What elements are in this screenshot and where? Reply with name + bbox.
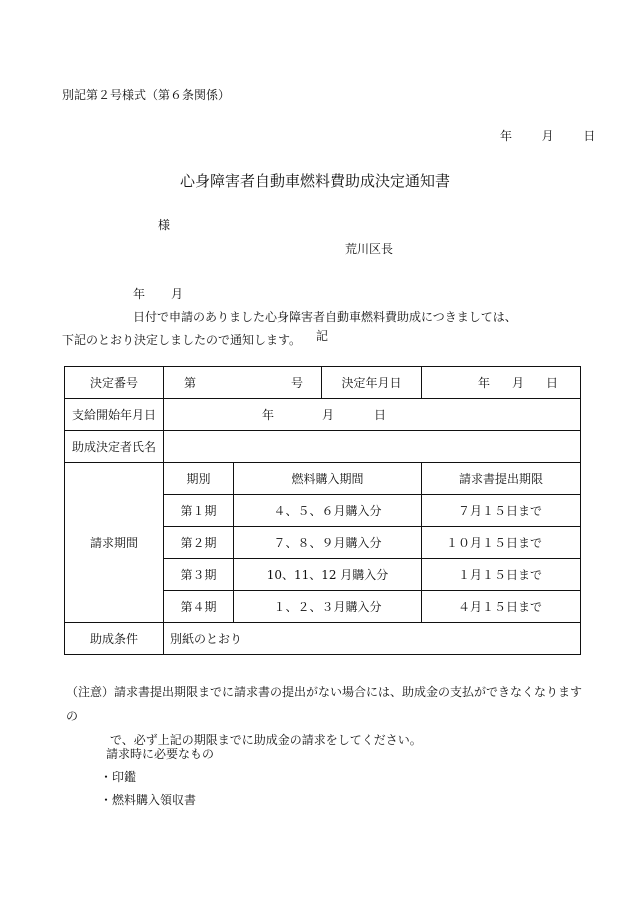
intro-line-1: [62, 283, 582, 329]
table-row: [65, 463, 581, 495]
intro-line-1-rest: 日付で申請のありました心身障害者自動車燃料費助成につきましては、: [133, 310, 517, 324]
addressee-suffix: 様: [158, 218, 171, 232]
note-label: （注意）: [66, 685, 115, 699]
issue-date-day: 日: [583, 129, 596, 143]
purchase-cell: １、２、３月購入分: [234, 591, 422, 623]
go-label: 号: [290, 376, 303, 390]
start-date-cell: [164, 399, 581, 431]
deadline-cell: ４月１５日まで: [422, 591, 581, 623]
issue-date-month: 月: [541, 129, 554, 143]
billing-period-label: 請求期間: [65, 463, 164, 623]
form-id: 別記第２号様式（第６条関係）: [62, 88, 231, 102]
decision-date-year: 年: [477, 376, 490, 390]
purchase-cell: 10、11、12 月購入分: [234, 559, 422, 591]
requirements-heading: 請求時に必要なもの: [106, 747, 215, 761]
conditions-value: 別紙のとおり: [164, 623, 581, 655]
table-row: [65, 623, 581, 655]
start-date-day: 日: [374, 408, 387, 422]
recipient-label: 助成決定者氏名: [65, 431, 164, 463]
decision-table: [64, 366, 581, 655]
period-cell: 第４期: [164, 591, 234, 623]
dai-label: 第: [184, 376, 197, 390]
table-row: [65, 367, 581, 399]
issue-date-year: 年: [500, 129, 513, 143]
decision-number-label: 決定番号: [65, 367, 164, 399]
period-cell: 第２期: [164, 527, 234, 559]
requirement-item: ・印鑑: [100, 770, 137, 784]
decision-date-month: 月: [511, 376, 524, 390]
decision-date-label: 決定年月日: [322, 367, 422, 399]
purchase-cell: ４、５、６月購入分: [234, 495, 422, 527]
note: [66, 680, 586, 752]
decision-number-cell: [164, 367, 322, 399]
intro-month: 月: [171, 287, 184, 301]
ki-heading: 記: [316, 329, 329, 343]
start-date-month: 月: [322, 408, 335, 422]
deadline-cell: １０月１５日まで: [422, 527, 581, 559]
table-row: [65, 431, 581, 463]
decision-date-cell: [422, 367, 581, 399]
start-date-year: 年: [262, 408, 275, 422]
decision-date-day: 日: [546, 376, 559, 390]
period-cell: 第１期: [164, 495, 234, 527]
header-purchase: 燃料購入期間: [234, 463, 422, 495]
issuer: 荒川区長: [345, 242, 394, 256]
document-title: 心身障害者自動車燃料費助成決定通知書: [179, 172, 450, 190]
start-date-label: 支給開始年月日: [65, 399, 164, 431]
period-cell: 第３期: [164, 559, 234, 591]
intro-line-2: 下記のとおり決定しましたので通知します。: [62, 333, 302, 347]
note-line-2: で、必ず上記の期限までに助成金の請求をしてください。: [110, 733, 422, 747]
recipient-value: [164, 431, 581, 463]
header-period: 期別: [164, 463, 234, 495]
deadline-cell: ７月１５日まで: [422, 495, 581, 527]
issue-date: [500, 127, 595, 144]
table-row: [65, 399, 581, 431]
intro-year: 年: [133, 287, 146, 301]
purchase-cell: ７、８、９月購入分: [234, 527, 422, 559]
note-line-1: 請求書提出期限までに請求書の提出がない場合には、助成金の支払ができなくなりますの: [66, 685, 583, 723]
conditions-label: 助成条件: [65, 623, 164, 655]
header-deadline: 請求書提出期限: [422, 463, 581, 495]
deadline-cell: １月１５日まで: [422, 559, 581, 591]
requirement-item: ・燃料購入領収書: [100, 793, 197, 807]
